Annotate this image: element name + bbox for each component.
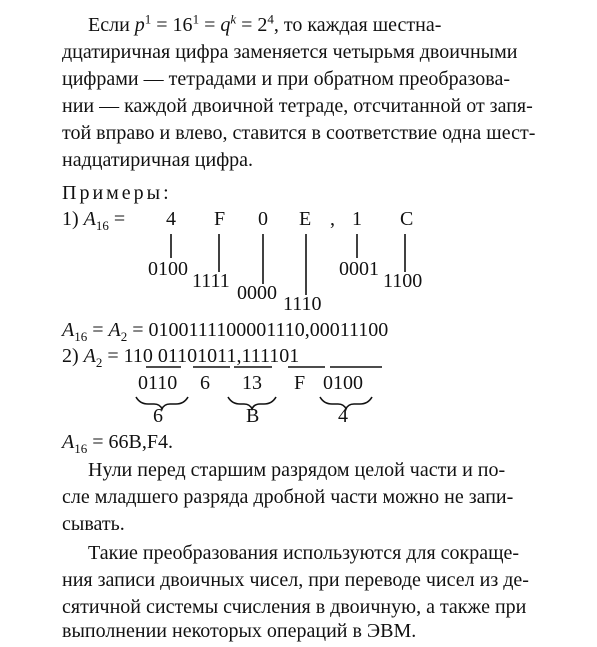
para2-line3: сывать. — [62, 513, 125, 535]
para1-line6: надцатиричная цифра. — [62, 149, 254, 171]
text: = 110 01101011,111101 — [107, 345, 300, 367]
para1-line5: той вправо и влево, ставится в соответствие одна шест- — [62, 122, 536, 144]
text: = 0100111100001110,00011100 — [132, 319, 389, 341]
tetrad-6: 1100 — [383, 270, 423, 292]
para1-line3: цифрами — тетрадами и при обратном преобразова- — [62, 68, 510, 90]
para3-line3: сятичной системы счисления в двоичную, а также при — [62, 596, 527, 618]
text: = 66B,F4. — [92, 431, 173, 453]
example2-line: 2) $A_2 = 110$ 01101011,111101 — [62, 345, 300, 370]
tetrad-2: 1111 — [192, 270, 230, 292]
hex-digit-1: 4 — [166, 208, 176, 230]
digit-below-1: 6 — [153, 405, 163, 427]
tetrad-5: 0001 — [339, 258, 379, 280]
hex-digit-3: 0 — [258, 208, 268, 230]
brace-2 — [228, 397, 276, 409]
para1-line4: нии — каждой двоичной тетраде, отсчитанной от запя- — [62, 95, 533, 117]
hex-digit-2: F — [214, 208, 226, 230]
tetrad-1: 0100 — [148, 258, 188, 280]
para3-line4: выполнении некоторых операций в ЭВМ. — [62, 620, 417, 642]
result2: $A_{16} = 66B,F4$. — [62, 431, 173, 456]
text: , то каждая шестна- — [273, 14, 442, 36]
group-1: 0110 — [138, 372, 178, 394]
para3-line1: Такие преобразования используются для сокраще- — [88, 542, 520, 564]
digit-below-3: 4 — [338, 405, 348, 427]
para2-line1: Нули перед старшим разрядом целой части и по- — [88, 459, 506, 481]
tetrad-3: 0000 — [237, 282, 277, 304]
text: 2) — [62, 345, 84, 367]
text: = — [108, 208, 126, 230]
result1: $A_{16} = A_2 = 0100111100001110,00011100$ — [62, 319, 389, 344]
digit-below-2: B — [246, 405, 260, 427]
text: 1) — [62, 208, 84, 230]
text: Если — [88, 14, 135, 36]
text: = 2 — [241, 14, 268, 36]
para1-line2: дцатиричная цифра заменяется четырьмя двоичными — [62, 41, 518, 63]
hex-digit-5: 1 — [352, 208, 362, 230]
para3-line2: ния записи двоичных чисел, при переводе чисел из де- — [62, 569, 529, 591]
brace-1 — [136, 397, 188, 409]
hex-digit-4: E — [299, 208, 312, 230]
group-2: 6 — [200, 372, 210, 394]
brace-3 — [320, 397, 372, 409]
example1-label: 1) $A_{16}$ = — [62, 208, 126, 233]
text: = 16 — [156, 14, 193, 36]
group-5: 0100 — [323, 372, 363, 394]
para2-line2: сле младшего разряда дробной части можно не запи- — [62, 486, 514, 508]
group-3: 13 — [242, 372, 262, 394]
examples-heading: Примеры: — [62, 182, 172, 204]
group-4: F — [294, 372, 306, 394]
hex-digit-6: C — [400, 208, 414, 230]
hex-comma: , — [330, 208, 335, 230]
para1-line1: Если $p^1 = 16^1 = q^k = 2^4$, то каждая шестна- — [88, 11, 442, 36]
text: = — [204, 14, 216, 36]
tetrad-4: 1110 — [283, 293, 322, 315]
